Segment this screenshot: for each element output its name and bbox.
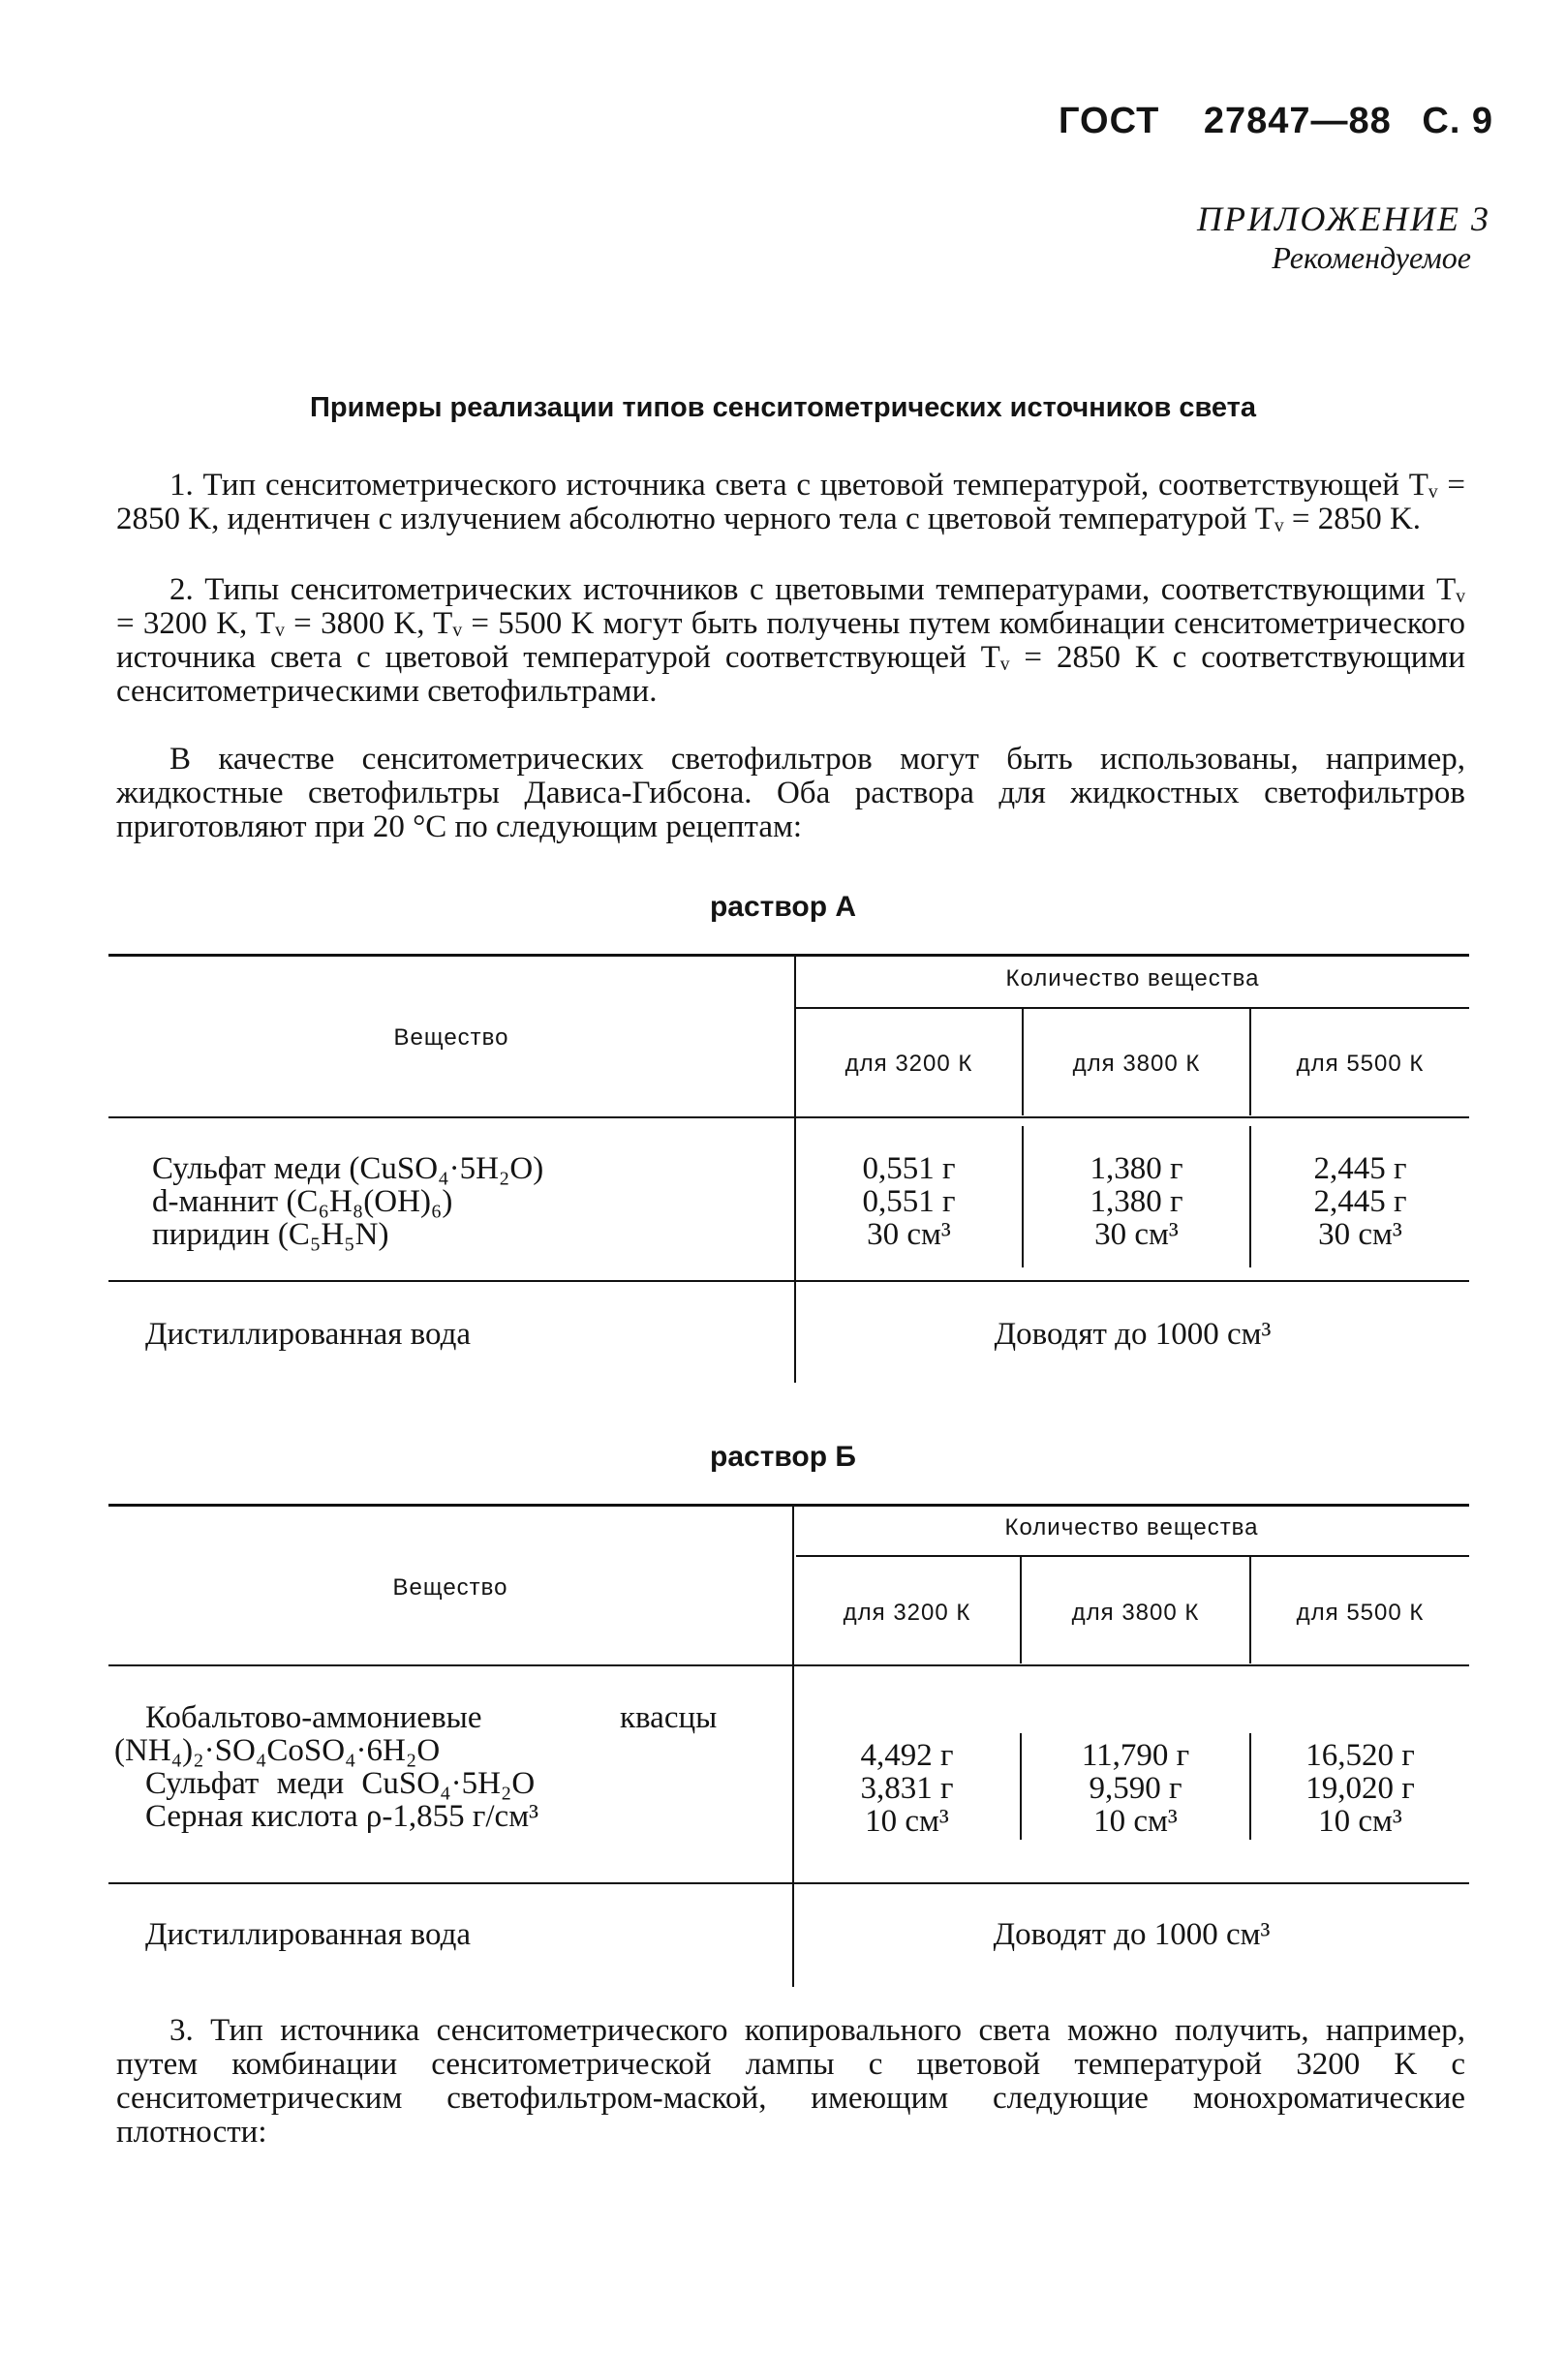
table-cell-3200: 10 см³ bbox=[865, 1804, 949, 1839]
table-b-subheader-rule bbox=[796, 1555, 1469, 1557]
page-number: С. 9 bbox=[1422, 101, 1494, 141]
table-b-header-rule bbox=[108, 1664, 1469, 1666]
table-row-name: Сульфат меди CuSO₄·5H₂O bbox=[145, 1766, 536, 1801]
table-cell-5500: 16,520 г bbox=[1305, 1738, 1415, 1773]
table-row-name: квасцы bbox=[620, 1700, 718, 1735]
table-cell-3200: 30 см³ bbox=[867, 1217, 951, 1252]
table-b-header-substance: Вещество bbox=[392, 1574, 508, 1601]
table-cell-5500: 30 см³ bbox=[1318, 1217, 1402, 1252]
table-cell-3800: 1,380 г bbox=[1090, 1184, 1183, 1219]
table-row-name: Сульфат меди (CuSO₄·5H₂O) bbox=[152, 1151, 544, 1186]
document-title: Примеры реализации типов сенситометрических источников света bbox=[310, 392, 1256, 423]
table-b-water-label: Дистиллированная вода bbox=[145, 1917, 472, 1952]
table-cell-3200: 0,551 г bbox=[862, 1151, 956, 1186]
table-cell-3200: 0,551 г bbox=[862, 1184, 956, 1219]
table-row-name: (NH₄)₂·SO₄CoSO₄·6H₂O bbox=[114, 1733, 441, 1768]
table-cell-3200: 4,492 г bbox=[860, 1738, 954, 1773]
table-cell-3800: 9,590 г bbox=[1089, 1771, 1182, 1806]
table-b-header-3800: для 3800 К bbox=[1071, 1600, 1200, 1626]
table-cell-3800: 30 см³ bbox=[1094, 1217, 1179, 1252]
appendix-title: ПРИЛОЖЕНИЕ 3 bbox=[1197, 199, 1490, 238]
table-row-name: пиридин (C₅H₅N) bbox=[152, 1217, 389, 1252]
page-header bbox=[1059, 101, 1504, 142]
table-a-body-rule bbox=[108, 1280, 1469, 1282]
table-cell-3800: 10 см³ bbox=[1093, 1804, 1178, 1839]
table-cell-3800: 1,380 г bbox=[1090, 1151, 1183, 1186]
standard-name: ГОСТ bbox=[1059, 101, 1160, 141]
table-cell-5500: 2,445 г bbox=[1313, 1184, 1407, 1219]
table-a-header-3200: для 3200 К bbox=[844, 1051, 973, 1077]
table-b-water-value: Доводят до 1000 см³ bbox=[993, 1917, 1271, 1952]
appendix-status: Рекомендуемое bbox=[1272, 240, 1471, 275]
table-cell-3800: 11,790 г bbox=[1081, 1738, 1190, 1773]
table-b-header-3200: для 3200 К bbox=[843, 1600, 971, 1626]
paragraph-2: 2. Типы сенситометрических источников с цветовыми температурами, соответствующими Tᵥ = 3200 K, Tᵥ = 3800 K, Tᵥ = 5500 K могут быть получены путем комбинации сенситометрического источника света с цветовой температурой соответствующей Tᵥ = 2850 K с соответствующими сенситометрическими светофильтрами. bbox=[116, 572, 1465, 709]
paragraph-1: 1. Тип сенситометрического источника света с цветовой температурой, соответствующей Tᵥ = 2850 K, идентичен с излучением абсолютно черного тела с цветовой температурой Tᵥ = 2850 K. bbox=[116, 468, 1465, 536]
table-a-header-rule bbox=[108, 1116, 1469, 1118]
table-a-header-substance: Вещество bbox=[393, 1024, 509, 1051]
table-a-water-value: Доводят до 1000 см³ bbox=[994, 1317, 1272, 1352]
table-b-caption: раствор Б bbox=[710, 1441, 856, 1473]
standard-number: 27847—88 bbox=[1203, 101, 1392, 141]
table-row-name: Серная кислота ρ-1,855 г/см³ bbox=[145, 1799, 538, 1834]
table-b-top-rule bbox=[108, 1504, 1469, 1507]
table-a-water-label: Дистиллированная вода bbox=[145, 1317, 472, 1352]
table-a-caption: раствор А bbox=[709, 891, 857, 923]
paragraph-4: 3. Тип источника сенситометрического копировального света можно получить, например, путем комбинации сенситометрической лампы с цветовой температурой 3200 K с сенситометрическим светофильтром-маской, имеющим следующие монохроматические плотности: bbox=[116, 2013, 1465, 2150]
table-a-top-rule bbox=[108, 954, 1469, 957]
table-row-name: Кобальтово-аммониевые bbox=[145, 1700, 482, 1735]
table-cell-5500: 10 см³ bbox=[1318, 1804, 1402, 1839]
table-b-header-quantity: Количество вещества bbox=[1004, 1514, 1259, 1541]
table-cell-3200: 3,831 г bbox=[860, 1771, 954, 1806]
table-a-header-3800: для 3800 К bbox=[1072, 1051, 1201, 1077]
table-a-header-5500: для 5500 К bbox=[1296, 1051, 1425, 1077]
table-a-header-quantity: Количество вещества bbox=[1005, 965, 1260, 992]
paragraph-3: В качестве сенситометрических светофильтров могут быть использованы, например, жидкостные светофильтры Дависа-Гибсона. Оба раствора для жидкостных светофильтров приготовляют при 20 °С по следующим рецептам: bbox=[116, 742, 1465, 844]
table-b-header-5500: для 5500 К bbox=[1296, 1600, 1425, 1626]
table-cell-5500: 2,445 г bbox=[1313, 1151, 1407, 1186]
table-row-name: d-маннит (C₆H₈(OH)₆) bbox=[152, 1184, 453, 1219]
table-a-subheader-rule bbox=[796, 1007, 1469, 1009]
table-b-body-rule bbox=[108, 1882, 1469, 1884]
table-cell-5500: 19,020 г bbox=[1305, 1771, 1415, 1806]
